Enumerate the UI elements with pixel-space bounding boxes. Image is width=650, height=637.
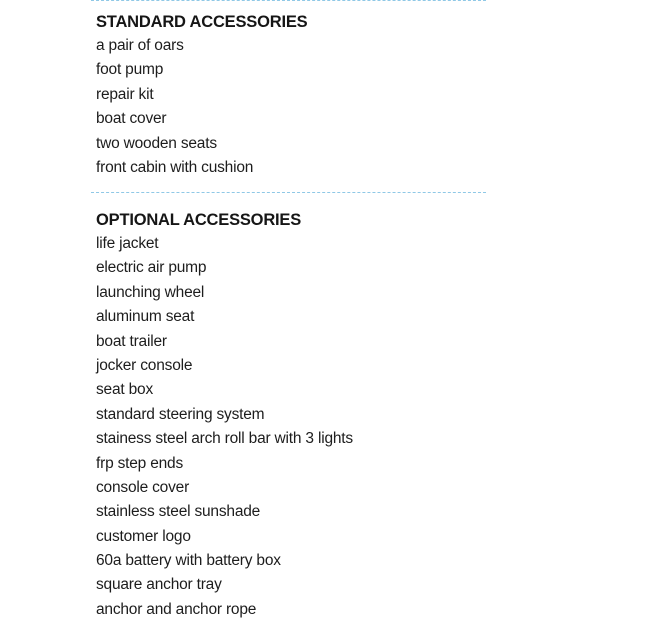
list-item: stainless steel sunshade [96,503,261,521]
standard-accessories-title: STANDARD ACCESSORIES [96,13,308,31]
list-item: jocker console [96,356,193,374]
list-item: boat trailer [96,332,167,350]
list-item: launching wheel [96,283,205,301]
optional-accessories-title: OPTIONAL ACCESSORIES [96,211,302,229]
optional-accessories-list [96,232,556,622]
list-item: boat cover [96,110,167,128]
list-item: square anchor tray [96,576,222,594]
list-item: repair kit [96,85,154,103]
list-item: customer logo [96,527,191,545]
list-item: foot pump [96,61,164,79]
list-item: a pair of oars [96,37,184,54]
list-item: standard steering system [96,405,265,423]
list-item: two wooden seats [96,134,217,152]
list-item: console cover [96,478,190,496]
list-item: life jacket [96,235,159,252]
section-divider [91,192,486,193]
list-item: 60a battery with battery box [96,552,281,570]
list-item: aluminum seat [96,308,195,326]
list-item: stainess steel arch roll bar with 3 lights [96,430,353,448]
standard-accessories-section [96,10,556,180]
top-divider [91,0,486,1]
list-item: seat box [96,381,153,399]
list-item: frp step ends [96,454,184,472]
standard-accessories-list [96,34,556,180]
optional-accessories-section [96,208,556,622]
list-item: anchor and anchor rope [96,600,257,618]
list-item: electric air pump [96,259,207,277]
list-item: front cabin with cushion [96,158,254,176]
